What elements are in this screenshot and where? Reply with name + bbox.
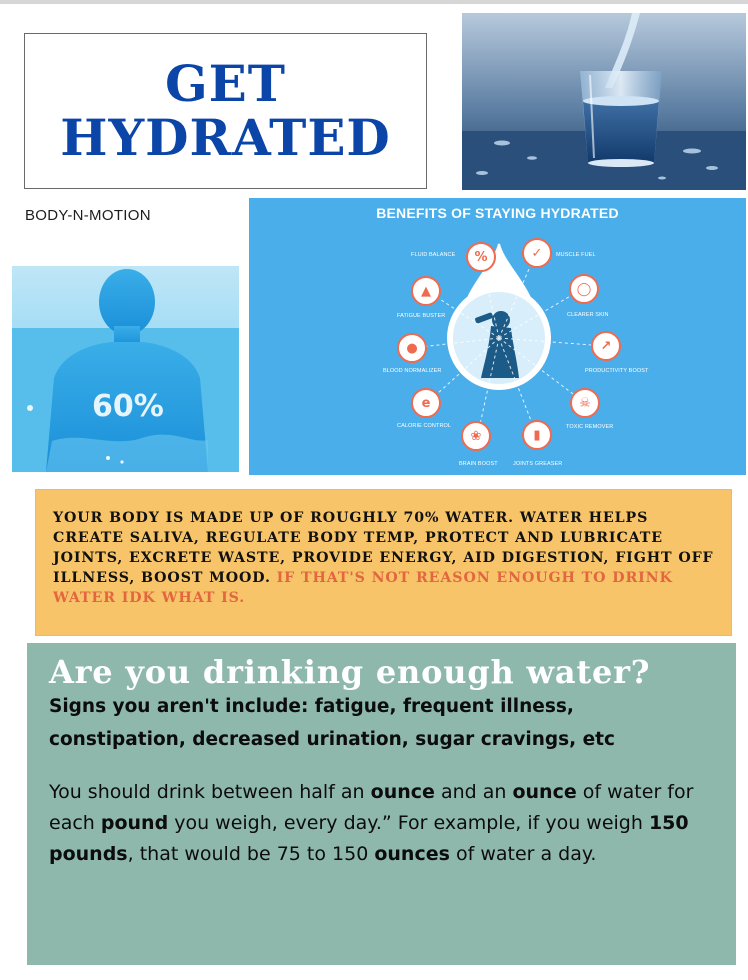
title-line-2: HYDRATED [60, 108, 391, 167]
label-toxic-remover: TOXIC REMOVER [566, 424, 614, 430]
label-calorie-control: CALORIE CONTROL [397, 423, 452, 429]
guideline-text-6: of water a day. [449, 843, 597, 865]
growth-chart-icon: ↗ [591, 331, 621, 361]
toxic-icon: ☠ [570, 388, 600, 418]
brain-icon: ❀ [461, 421, 491, 451]
human-silhouette-icon [12, 266, 239, 472]
muscle-icon: ✓ [522, 238, 552, 268]
label-clearer-skin: CLEARER SKIN [567, 312, 609, 318]
water-glass-photo [462, 13, 746, 190]
dehydration-signs: Signs you aren't include: fatigue, frequent illness, constipation, decreased urination, sugar cravings, etc [49, 696, 615, 750]
water-facts-main: YOUR BODY IS MADE UP OF ROUGHLY 70% WATER. WATER HELPS CREATE SALIVA, REGULATE BODY TEMP, PROTECT AND LUBRICATE JOINTS, EXCRETE WASTE, PROVIDE ENERGY, AID DIGESTION, FIGHT OFF ILLNESS, BOOST MOOD. [53, 510, 714, 586]
brand-name: BODY-N-MOTION [25, 207, 151, 224]
fatigue-icon: ▲ [411, 276, 441, 306]
title-box [24, 33, 427, 189]
guideline-bold-3: pound [100, 812, 169, 834]
benefits-infographic [249, 198, 746, 475]
infographic-title: BENEFITS OF STAYING HYDRATED [376, 205, 619, 221]
guideline-text-3: of water for each [49, 781, 694, 834]
water-facts-box [35, 489, 732, 636]
label-fatigue-buster: FATIGUE BUSTER [397, 313, 446, 319]
water-facts-emphasis: IF THAT'S NOT REASON ENOUGH TO DRINK WATER IDK WHAT IS. [53, 570, 673, 606]
label-muscle-fuel: MUSCLE FUEL [556, 252, 596, 258]
guideline-text-2: and an [434, 781, 513, 803]
label-fluid-balance: FLUID BALANCE [411, 252, 456, 258]
guideline-bold-5: ounces [374, 843, 450, 865]
body-water-figure [12, 266, 239, 472]
joint-icon: ▮ [522, 420, 552, 450]
water-glass-image [462, 13, 746, 190]
drinking-enough-heading: Are you drinking enough water? [49, 653, 651, 691]
guideline-text-5: , that would be 75 to 150 [127, 843, 375, 865]
water-facts-text [53, 508, 714, 608]
label-joints-greaser: JOINTS GREASER [513, 461, 563, 467]
guideline-text-1: You should drink between half an [49, 781, 371, 803]
top-divider [0, 0, 748, 4]
title-line-1: GET [164, 54, 287, 113]
percent-icon: % [466, 242, 496, 272]
guideline-text-4: you weigh, every day.” For example, if you weigh [168, 812, 649, 834]
benefits-diagram [249, 198, 746, 475]
intake-guideline [49, 777, 716, 870]
guideline-bold-1: ounce [370, 781, 435, 803]
calorie-icon: e [411, 388, 441, 418]
guideline-bold-4: 150 pounds [49, 812, 689, 865]
label-blood-normalizer: BLOOD NORMALIZER [383, 368, 442, 374]
blood-drop-icon: ● [397, 333, 427, 363]
body-percent-label: 60% [92, 389, 164, 424]
guideline-bold-2: ounce [512, 781, 577, 803]
drinking-enough-box [27, 643, 736, 965]
label-productivity-boost: PRODUCTIVITY BOOST [585, 368, 649, 374]
label-brain-boost: BRAIN BOOST [459, 461, 498, 467]
skin-icon: ◯ [569, 274, 599, 304]
